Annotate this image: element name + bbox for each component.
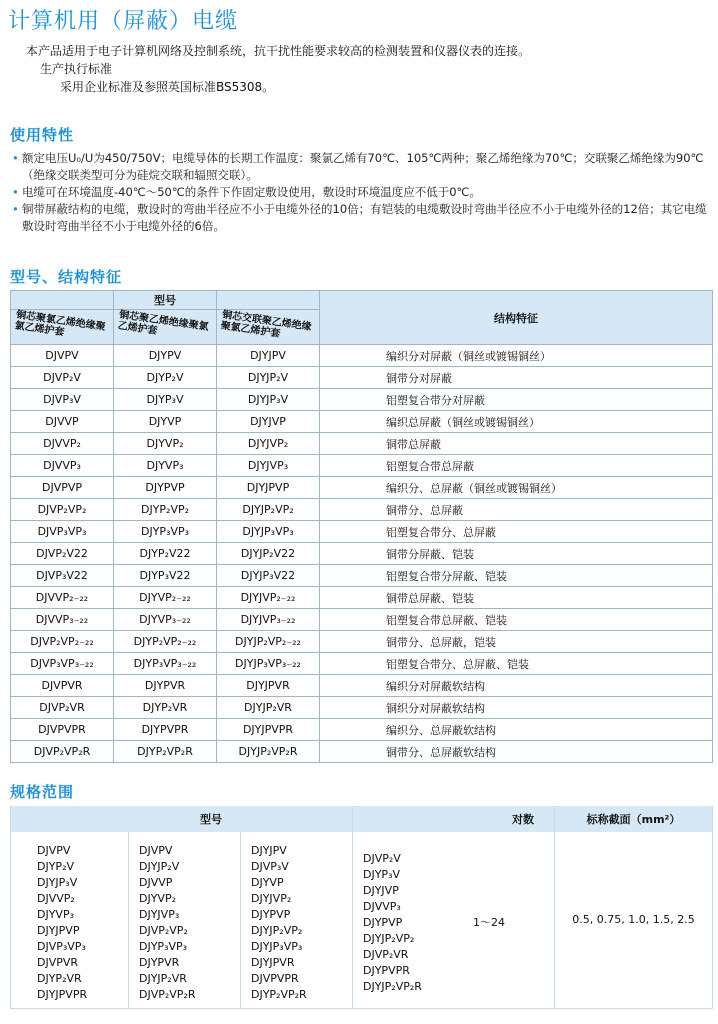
table-row (11, 367, 713, 389)
model-code-cell: DJYJPV (217, 345, 320, 367)
structure-cell: 铜带总屏蔽 (320, 433, 713, 455)
table-row (11, 389, 713, 411)
table-row (11, 565, 713, 587)
specs-col-3 (241, 832, 353, 1008)
spec-model: DJYJPVP (37, 924, 80, 938)
table-row (11, 433, 713, 455)
specs-header-model: 型号 (11, 806, 353, 832)
spec-model: DJVPV (139, 844, 173, 858)
intro-line-3: 采用企业标准及参照英国标准BS5308。 (60, 80, 275, 94)
structure-cell: 编织分对屏蔽软结构 (320, 675, 713, 697)
model-code-cell: DJYP₃V22 (114, 565, 217, 587)
model-code-cell: DJVP₂V22 (11, 543, 114, 565)
page-title: 计算机用（屏蔽）电缆 (8, 9, 239, 34)
spec-model: DJYJVP (363, 884, 399, 898)
model-code-cell: DJVP₂VP₂ (11, 499, 114, 521)
model-code-cell: DJYPVP (114, 477, 217, 499)
table-row (11, 675, 713, 697)
feature-item: • 额定电压U₀/U为450/750V；电缆导体的长期工作温度：聚氯乙烯有70℃、105℃两种；聚乙烯绝缘为70℃；交联聚乙烯绝缘为90℃（绝缘交联类型可分为硅烷交联和辐照交联）。 (12, 150, 712, 184)
model-code-cell: DJVVP₂ (11, 433, 114, 455)
spec-model: DJVPVPR (251, 972, 299, 986)
specs-col-4 (353, 832, 555, 1008)
header-blank (11, 291, 114, 310)
model-code-cell: DJYJP₂VP₂ (217, 499, 320, 521)
model-code-cell: DJYJP₂VP₂R (217, 741, 320, 763)
model-code-cell: DJYP₂VR (114, 697, 217, 719)
model-code-cell: DJVVP₃ (11, 455, 114, 477)
model-code-cell: DJVPVR (11, 675, 114, 697)
header-pe-insulation: 铜芯聚乙烯绝缘聚氯乙烯护套 (114, 310, 217, 345)
spec-model: DJYJP₂VR (139, 972, 187, 986)
spec-model: DJYJPVPR (37, 988, 88, 1002)
spec-model: DJYVP₃ (37, 908, 75, 922)
table-row (11, 741, 713, 763)
model-code-cell: DJYJP₃VP₃₋₂₂ (217, 653, 320, 675)
structure-cell: 编织分、总屏蔽软结构 (320, 719, 713, 741)
spec-model: DJYJP₂V (139, 860, 180, 874)
structure-cell: 铝塑复合带分、总屏蔽、铠装 (320, 653, 713, 675)
spec-model: DJYP₂VP₂R (251, 988, 307, 1002)
table-row (11, 521, 713, 543)
model-code-cell: DJYP₂VP₂₋₂₂ (114, 631, 217, 653)
spec-model: DJVP₂V (363, 852, 401, 866)
model-code-cell: DJYVP (114, 411, 217, 433)
specs-col-2 (129, 832, 241, 1008)
spec-model: DJVPVR (37, 956, 79, 970)
table-row (11, 411, 713, 433)
model-code-cell: DJYPV (114, 345, 217, 367)
spec-model: DJYJPVR (251, 956, 295, 970)
spec-model: DJYP₂VR (37, 972, 82, 986)
feature-item: • 电缆可在环境温度-40℃～50℃的条件下作固定敷设使用，敷设时环境温度应不低于0℃。 (12, 184, 712, 201)
specs-col-1 (11, 832, 129, 1008)
model-code-cell: DJVP₂V (11, 367, 114, 389)
spec-model: DJVP₃V (251, 860, 289, 874)
model-code-cell: DJYP₂V (114, 367, 217, 389)
table-row (11, 345, 713, 367)
table-row (11, 477, 713, 499)
intro-line-1: 本产品适用于电子计算机网络及控制系统，抗干扰性能要求较高的检测装置和仪器仪表的连接。 (26, 44, 531, 58)
model-code-cell: DJYVP₃ (114, 455, 217, 477)
table-row (11, 455, 713, 477)
structure-cell: 编织分对屏蔽（铜丝或镀锡铜丝） (320, 345, 713, 367)
table-row (11, 543, 713, 565)
pairs-value: 1～24 (473, 916, 505, 930)
structure-cell: 铜带总屏蔽、铠装 (320, 587, 713, 609)
specs-header-pairs: 对数 (353, 806, 555, 832)
model-code-cell: DJYP₃V (114, 389, 217, 411)
model-code-cell: DJYPVR (114, 675, 217, 697)
table-row (11, 609, 713, 631)
model-code-cell: DJVP₂VP₂₋₂₂ (11, 631, 114, 653)
model-code-cell: DJYJVP₂₋₂₂ (217, 587, 320, 609)
spec-model: DJYJPV (251, 844, 287, 858)
model-code-cell: DJYJPVR (217, 675, 320, 697)
model-code-cell: DJYJVP₃₋₂₂ (217, 609, 320, 631)
model-code-cell: DJYJVP₂ (217, 433, 320, 455)
models-heading: 型号、结构特征 (10, 268, 123, 286)
spec-model: DJVP₂VP₂ (139, 924, 188, 938)
model-code-cell: DJYJP₃VP₃ (217, 521, 320, 543)
model-code-cell: DJYP₂VP₂ (114, 499, 217, 521)
header-xlpe-insulation: 铜芯交联聚乙烯绝缘聚氯乙烯护套 (217, 310, 320, 345)
spec-model: DJYP₃VP₃ (139, 940, 188, 954)
structure-cell: 铝塑复合带分屏蔽、铠装 (320, 565, 713, 587)
model-code-cell: DJYP₃VP₃ (114, 521, 217, 543)
structure-cell: 铝塑复合带分、总屏蔽 (320, 521, 713, 543)
spec-model: DJYJVP₃ (139, 908, 180, 922)
model-code-cell: DJVVP₂₋₂₂ (11, 587, 114, 609)
model-code-cell: DJVP₃VP₃ (11, 521, 114, 543)
model-code-cell: DJYJPVPR (217, 719, 320, 741)
specs-heading: 规格范围 (10, 783, 75, 801)
spec-model: DJYJP₂VP₂ (363, 932, 415, 946)
model-code-cell: DJYJP₂V (217, 367, 320, 389)
models-table (10, 290, 713, 763)
model-code-cell: DJYJPVP (217, 477, 320, 499)
spec-model: DJYPVP (363, 916, 403, 930)
model-code-cell: DJVPVP (11, 477, 114, 499)
model-code-cell: DJVP₃V22 (11, 565, 114, 587)
table-row (11, 719, 713, 741)
model-code-cell: DJVP₂VP₂R (11, 741, 114, 763)
spec-model: DJVPV (37, 844, 71, 858)
structure-cell: 铜带分对屏蔽 (320, 367, 713, 389)
spec-model: DJYPVP (251, 908, 291, 922)
features-heading: 使用特性 (10, 126, 75, 144)
model-code-cell: DJVPV (11, 345, 114, 367)
model-code-cell: DJYP₂VP₂R (114, 741, 217, 763)
spec-model: DJVVP₂ (37, 892, 75, 906)
spec-model: DJYJP₃VP₃ (251, 940, 303, 954)
structure-cell: 铜带分、总屏蔽 (320, 499, 713, 521)
model-code-cell: DJYJP₃V (217, 389, 320, 411)
feature-item: • 铜带屏蔽结构的电缆，敷设时的弯曲半径应不小于电缆外径的10倍；有铠装的电缆敷设时弯曲半径应不小于电缆外径的12倍；其它电缆敷设时弯曲半径不小于电缆外径的6倍。 (12, 201, 712, 235)
spec-model: DJYVP₂ (139, 892, 177, 906)
model-code-cell: DJVPVPR (11, 719, 114, 741)
structure-cell: 编织总屏蔽（铜丝或镀锡铜丝） (320, 411, 713, 433)
model-code-cell: DJVP₃V (11, 389, 114, 411)
intro-line-2: 生产执行标准 (40, 62, 113, 76)
structure-cell: 编织分、总屏蔽（铜丝或镀锡铜丝） (320, 477, 713, 499)
model-code-cell: DJVVP (11, 411, 114, 433)
model-code-cell: DJYJP₃V22 (217, 565, 320, 587)
model-code-cell: DJYVP₃₋₂₂ (114, 609, 217, 631)
spec-model: DJVVP (139, 876, 173, 890)
header-blank (217, 291, 320, 310)
model-code-cell: DJYJP₂V22 (217, 543, 320, 565)
structure-cell: 铝塑复合带总屏蔽、铠装 (320, 609, 713, 631)
spec-model: DJYJP₂VP₂R (363, 980, 422, 994)
table-row (11, 697, 713, 719)
spec-model: DJYVP (251, 876, 284, 890)
table-row (11, 653, 713, 675)
header-pvc-insulation: 铜芯聚氯乙烯绝缘聚氯乙烯护套 (11, 310, 114, 345)
spec-model: DJVP₂VR (363, 948, 409, 962)
spec-model: DJYJP₃V (37, 876, 78, 890)
structure-cell: 铜织分对屏蔽软结构 (320, 697, 713, 719)
model-code-cell: DJYJP₂VR (217, 697, 320, 719)
header-model: 型号 (114, 291, 217, 310)
model-code-cell: DJYP₂V22 (114, 543, 217, 565)
structure-cell: 铜带分、总屏蔽，铠装 (320, 631, 713, 653)
spec-model: DJVP₂VP₂R (139, 988, 196, 1002)
spec-model: DJYPVR (139, 956, 180, 970)
spec-model: DJVVP₃ (363, 900, 401, 914)
table-row (11, 631, 713, 653)
header-structure: 结构特征 (320, 291, 713, 345)
spec-model: DJYPVPR (363, 964, 410, 978)
model-code-cell: DJYP₃VP₃₋₂₂ (114, 653, 217, 675)
model-code-cell: DJYJVP (217, 411, 320, 433)
model-code-cell: DJVP₃VP₃₋₂₂ (11, 653, 114, 675)
sections-value: 0.5, 0.75, 1.0, 1.5, 2.5 (555, 832, 713, 1008)
structure-cell: 铝塑复合带总屏蔽 (320, 455, 713, 477)
model-code-cell: DJVVP₃₋₂₂ (11, 609, 114, 631)
model-code-cell: DJYJP₂VP₂₋₂₂ (217, 631, 320, 653)
specs-table (10, 806, 713, 1009)
spec-model: DJYJVP₂ (251, 892, 292, 906)
model-code-cell: DJYPVPR (114, 719, 217, 741)
specs-header-section: 标称截面（mm²） (555, 806, 713, 832)
model-code-cell: DJYVP₂ (114, 433, 217, 455)
structure-cell: 铜带分屏蔽、铠装 (320, 543, 713, 565)
model-code-cell: DJYVP₂₋₂₂ (114, 587, 217, 609)
table-row (11, 587, 713, 609)
structure-cell: 铜带分、总屏蔽软结构 (320, 741, 713, 763)
structure-cell: 铝塑复合带分对屏蔽 (320, 389, 713, 411)
spec-model: DJVP₃VP₃ (37, 940, 86, 954)
spec-model: DJYP₂V (37, 860, 75, 874)
table-row (11, 499, 713, 521)
model-code-cell: DJYJVP₃ (217, 455, 320, 477)
model-code-cell: DJVP₂VR (11, 697, 114, 719)
spec-model: DJYP₃V (363, 868, 401, 882)
spec-model: DJYJP₂VP₂ (251, 924, 303, 938)
features-list (12, 150, 712, 235)
intro (26, 42, 530, 96)
